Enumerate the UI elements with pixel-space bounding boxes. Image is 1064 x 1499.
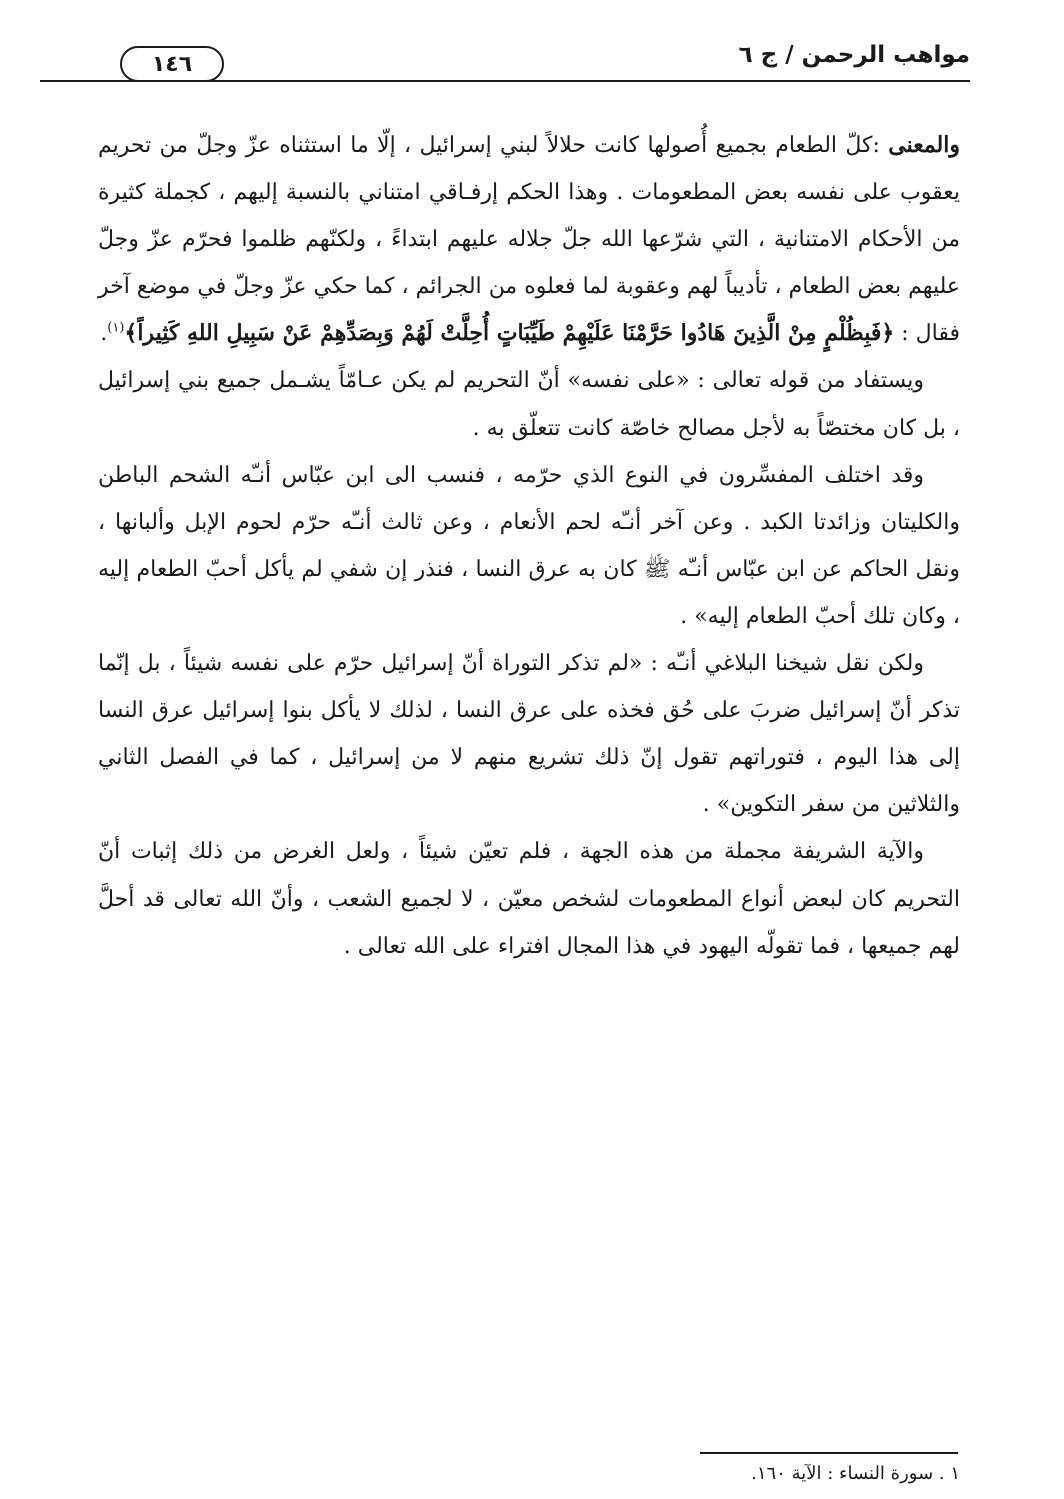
running-title: مواهب الرحمن / ج ٦ <box>738 42 970 68</box>
page-header <box>40 38 970 88</box>
paragraph-meaning <box>98 122 960 357</box>
verse-end: . <box>100 321 108 347</box>
page-number: ١٤٦ <box>120 46 224 82</box>
lead-word: والمعنى <box>888 132 960 158</box>
paragraph-balaghi: ولكن نقل شيخنا البلاغي أنـّه : «لم تذكر التوراة أنّ إسرائيل حرّم على نفسه شيئاً ، بل إنّما تذكر أنّ إسرائيل ضربَ على حُق فخذه على عرق النسا ، لذلك لا يأكل بنوا إسرائيل عرق النسا إلى هذا اليوم ، فتوراتهم تقول إنّ ذلك تشريع منهم لا من إسرائيل ، كما في الفصل الثاني والثلاثين من سفر التكوين» . <box>98 651 960 818</box>
paragraph-inference: ويستفاد من قوله تعالى : «على نفسه» أنّ التحريم لم يكن عـامّاً يشـمل جميع بني إسرائيل ، بل كان مختصّاً به لأجل مصالح خاصّة كانت تتعلّق به . <box>98 368 960 441</box>
paragraph-conclusion: والآية الشريفة مجملة من هذه الجهة ، فلم تعيّن شيئاً ، ولعل الغرض من ذلك إثبات أنّ التحريم كان لبعض أنواع المطعومات لشخص معيّن ، لا لجميع الشعب ، وأنّ الله تعالى قد أحلَّ لهم جميعها ، فما تقولّه اليهود في هذا المجال افتراء على الله تعالى . <box>98 839 960 959</box>
paragraph-commentators: وقد اختلف المفسِّرون في النوع الذي حرّمه ، فنسب الى ابن عبّاس أنـّه الشحم الباطن والكليتان وزائدتا الكبد . وعن آخر أنـّه لحم الأنعام ، وعن ثالث أنـّه حرّم لحوم الإبل وألبانها ، ونقل الحاكم عن ابن عبّاس أنـّه ﷺ كان به عرق النسا ، فنذر إن شفي لم يأكل أحبّ الطعام إليه ، وكان تلك أحبّ الطعام إليه» . <box>98 462 960 629</box>
quran-verse: ﴿فَبِظُلْمٍ مِنْ الَّذِينَ هَادُوا حَرَّمْنَا عَلَيْهِمْ طَيِّبَاتٍ أُحِلَّتْ لَهُمْ وَبِصَدِّهِمْ عَنْ سَبِيلِ اللهِ كَثِيراً﴾ <box>124 320 895 347</box>
paragraph-text: :كلّ الطعام بجميع أُصولها كانت حلالاً لبني إسرائيل ، إلّا ما استثناه عزّ وجلّ من تحريم يعقوب على نفسه بعض المطعومات . وهذا الحكم إرفـاقي امتناني بالنسبة إليهم ، كجملة كثيرة من الأحكام الامتنانية ، التي شرّعها الله جلّ جلاله عليهم ابتداءً ، ولكنّهم ظلموا فحرّم عزّ وجلّ عليهم بعض الطعام ، تأديباً لهم وعقوبة لما فعلوه من الجرائم ، كما حكي عزّ وجلّ في موضع آخر فقال : <box>98 133 960 347</box>
main-text <box>98 122 960 970</box>
footnote: ١ . سورة النساء : الآية ١٦٠. <box>751 1463 960 1484</box>
footnote-rule <box>700 1452 958 1454</box>
footnote-ref: (١) <box>107 321 125 337</box>
